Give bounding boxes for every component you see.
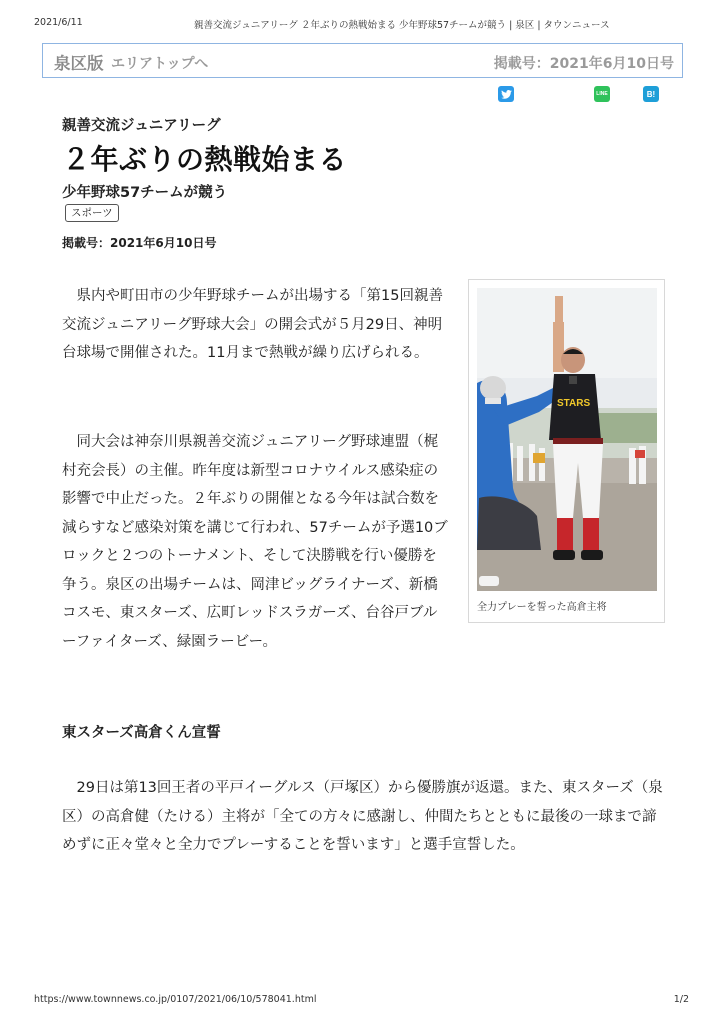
article-headline: ２年ぶりの熱戦始まる — [62, 143, 348, 176]
article-paragraph-2: 同大会は神奈川県親善交流ジュニアリーグ野球連盟（梶村充会長）の主催。昨年度は新型コロナウイルス感染症の影響で中止だった。２年ぶりの開催となる今年は試合数を減らすなど感染対策を講じて行われ、57チームが予選10ブロックと２つのトーナメント、そして決勝戦を行い優勝を争う。泉区の出場チームは、岡津ビッグライナーズ、新橋コスモ、東スターズ、広町レッドスラガーズ、台谷戸ブルーファイターズ、緑園ラービー。 — [62, 434, 448, 650]
article-photo-figure — [468, 279, 665, 623]
article-paragraph-3: 29日は第13回王者の平戸イーグルス（戸塚区）から優勝旗が返還。また、東スターズ（泉区）の高倉健（たける）主将が「全ての方々に感謝し、仲間たちとともに最後の一球まで諦めずに正々堂々と全力でプレーすることを誓います」と選手宣誓した。 — [62, 780, 663, 853]
page-number: 1/2 — [673, 994, 689, 1005]
print-footer — [34, 994, 689, 1008]
twitter-share-button[interactable] — [498, 86, 514, 102]
section-heading: 東スターズ高倉くん宣誓 — [62, 725, 221, 741]
hatena-bookmark-button[interactable] — [643, 86, 659, 102]
hatena-icon: B! — [646, 89, 656, 99]
print-header — [34, 17, 689, 31]
page-url: https://www.townnews.co.jp/0107/2021/06/10/578041.html — [34, 994, 317, 1005]
article-paragraph-1: 県内や町田市の少年野球チームが出場する「第15回親善交流ジュニアリーグ野球大会」の開会式が５月29日、神明台球場で開催された。11月まで熱戦が繰り広げられる。 — [62, 288, 443, 361]
player-oath-photo[interactable] — [477, 288, 657, 591]
photo-caption: 全力プレーを誓った高倉主将 — [477, 602, 607, 613]
print-date: 2021/6/11 — [34, 17, 83, 28]
issue-date: 掲載号：2021年6月10日号 — [493, 56, 674, 72]
line-share-button[interactable] — [594, 86, 610, 102]
line-icon: LINE — [596, 91, 608, 97]
twitter-icon — [501, 90, 512, 99]
article-subhead: 少年野球57チームが競う — [62, 185, 228, 201]
photo-illustration — [477, 288, 657, 591]
category-tag[interactable]: スポーツ — [65, 204, 119, 222]
area-name-link[interactable]: 泉区版 — [54, 54, 104, 73]
print-page-title: 親善交流ジュニアリーグ ２年ぶりの熱戦始まる 少年野球57チームが競う | 泉区 | タウンニュース — [194, 20, 610, 31]
article-issue-date: 掲載号：2021年6月10日号 — [62, 236, 217, 250]
uniform-text: STARS — [557, 398, 591, 409]
area-top-link[interactable]: エリアトップへ — [111, 56, 209, 72]
area-bar — [42, 43, 683, 78]
article-kicker: 親善交流ジュニアリーグ — [62, 118, 221, 134]
